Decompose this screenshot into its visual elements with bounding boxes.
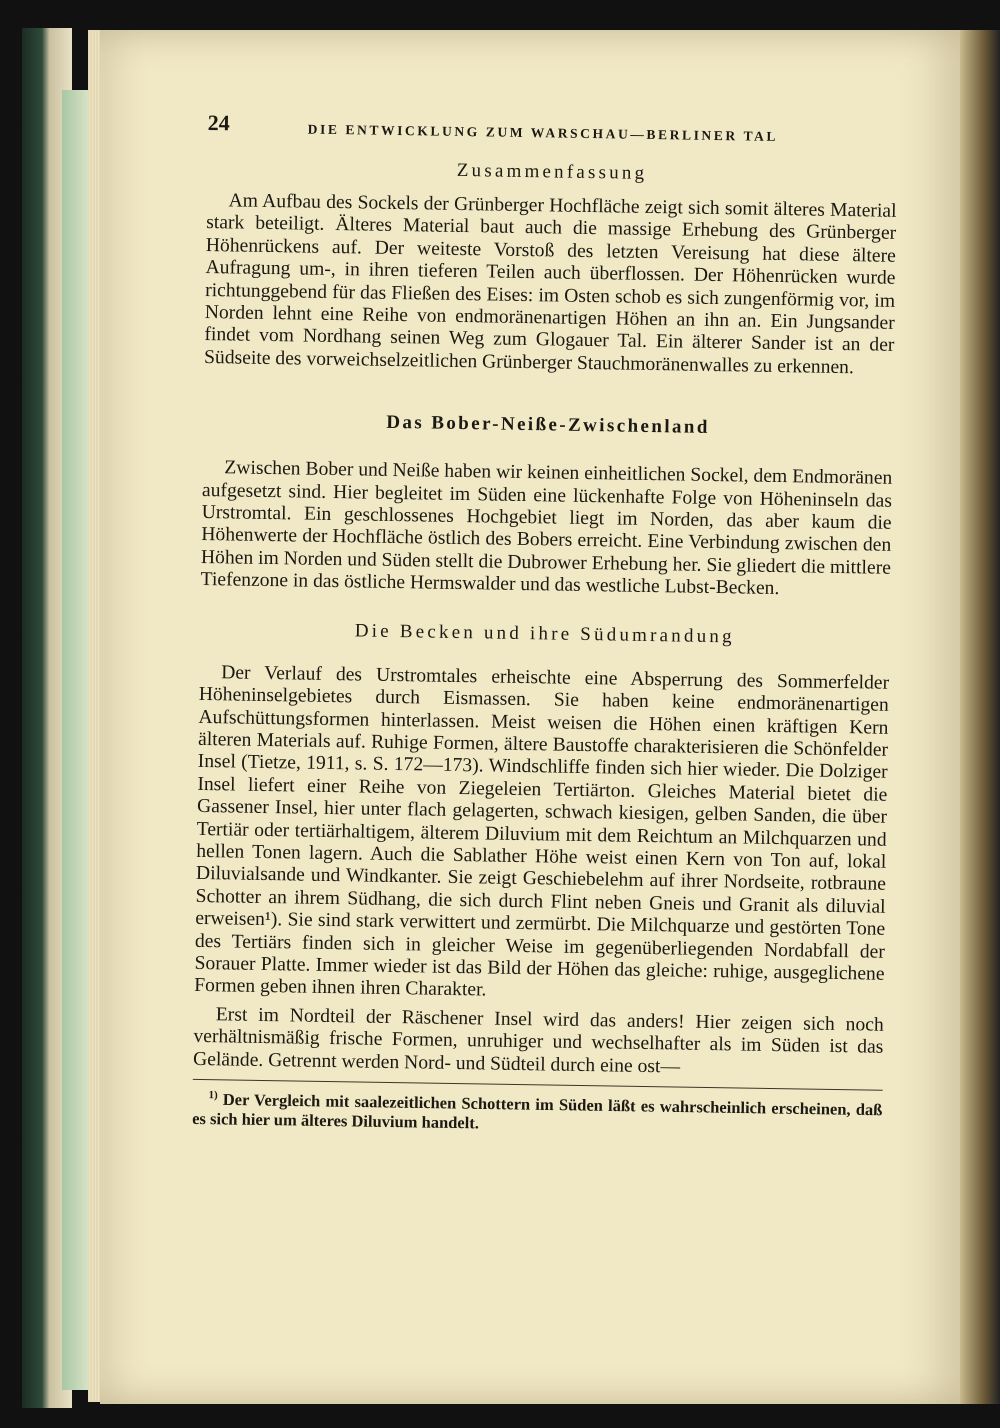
section-title-zusammenfassung: Zusammenfassung: [456, 159, 648, 184]
page-content: [192, 110, 898, 1138]
page-number: 24: [207, 110, 230, 136]
paragraph: Am Aufbau des Sockels der Grünberger Hochfläche zeigt sich somit älteres Material stark beteiligt. Älteres Material baut auch die massige Erhebung des Grünberger Höhenrückens auf. Der weiteste Vorstoß des letzten Vereisung hat diese ältere Aufragung um-, in ihren tieferen Teilen auch überflossen. Der Höhenrücken wurde richtunggebend für das Fließen des Eises: im Osten schob es sich zungenförmig vor, im Norden lehnt eine Reihe von endmoränenartigen Höhen an ihn an. Ein Jungsander findet vom Nordhang seinen Weg zum Glogauer Tal. Ein älterer Sander ist an der Südseite des vorweichselzeitlichen Grünberger Stauchmoränenwalles zu erkennen.: [203, 190, 897, 379]
bookmark-strip: [62, 90, 88, 1390]
footnote-text: Der Vergleich mit saalezeitlichen Schottern im Süden läßt es wahrscheinlich erscheinen, daß es sich hier um älteres Diluvium handelt.: [192, 1089, 883, 1132]
running-head: [207, 110, 897, 157]
section-title-bober-neisse: Das Bober-Neiße-Zwischenland: [386, 412, 711, 439]
section-title-becken: Die Becken und ihre Südumrandung: [354, 620, 735, 648]
footnote: [192, 1086, 883, 1138]
paragraph: Erst im Nordteil der Räschener Insel wird das anders! Hier zeigen sich noch verhältnismäßig frische Formen, unruhiger und wechselhafter als im Süden ist das Gelände. Getrennt werden Nord- und Südteil durch eine ost—: [192, 1004, 884, 1078]
paragraph: Der Verlauf des Urstromtales erheischte eine Absperrung des Sommerfelder Höheninselgebietes durch Eismassen. Sie haben keine endmoränenartigen Aufschüttungsformen hinterlassen. Meist weisen die Höhen einen kräftigen Kern älteren Materials auf. Ruhige Formen, ältere Baustoffe charakterisieren die Schönfelder Insel (Tietze, 1911, s. S. 172—173). Windschliffe finden sich hier wieder. Die Dolziger Insel liefert einer Reihe von Ziegeleien Tertiärton. Gleiches Material bietet die Gassener Insel, hier unter flach gelagerten, schwach kiesigen, gelben Sanden, die über Tertiär oder tertiärhaltigem, älterem Diluvium mit dem Reichtum an Milchquarzen und hellen Tonen lagern. Auch die Sablather Höhe weist einen Kern von Ton auf, lokal Diluvialsande und Windkanter. Sie zeigt Geschiebelehm auf ihrer Nordseite, rotbraune Schotter an ihrem Südhang, die sich durch Flint neben Gneis und Granit als diluvial erweisen¹). Sie sind stark verwittert und zermürbt. Die Milchquarze und gestörten Tone des Tertiärs finden sich in gleicher Weise im gegenüberliegenden Nordabfall der Sorauer Platte. Immer wieder ist das Bild der Höhen das gleiche: ruhige, ausgeglichene Formen geben ihnen ihren Charakter.: [194, 661, 890, 1001]
running-head-title: DIE ENTWICKLUNG ZUM WARSCHAU—BERLINER TAL: [307, 121, 779, 144]
book-page: [100, 30, 970, 1404]
paragraph: Zwischen Bober und Neiße haben wir keinen einheitlichen Sockel, dem Endmoränen aufgesetzt sind. Hier begleitet im Süden eine lückenhafte Folge von Höheninseln das Urstromtal. Ein geschlossenes Hochgebiet liegt im Norden, das aber kaum die Höhenwerte der Hochfläche östlich des Bobers erreicht. Eine Verbindung zwischen den Höhen im Norden und Süden stellt die Dubrower Erhebung her. Sie gliedert die mittlere Tiefenzone in das östliche Hermswalder und das westliche Lubst-Becken.: [200, 457, 893, 600]
footnote-marker: 1): [208, 1089, 218, 1102]
page-gutter-shadow: [960, 30, 1000, 1404]
